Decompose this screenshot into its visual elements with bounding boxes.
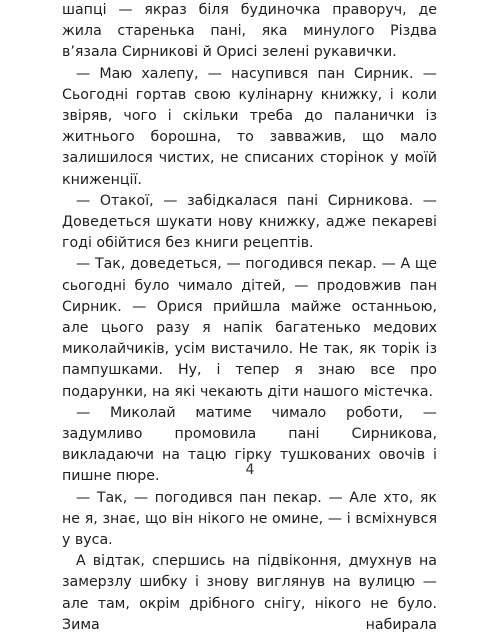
paragraph-4: — Так, доведеться, — погодився пекар. — А ще сьогодні було чимало дітей, — продовжив пан Сирник. — Орися прийшла майже останньою, але цього разу я напік багатенько медових миколайчиків, усім вистачило. Не так, як торік із пампушками. Ну, і тепер я знаю все про подарунки, на які чекають діти нашого містечка.: [62, 256, 437, 400]
body-text: [62, 0, 437, 636]
page-number: 4: [245, 462, 255, 478]
paragraph-1: шапці — якраз біля будиночка праворуч, де жила старенька пані, яка минулого Різдва в’язала Сирникові й Орисі зелені рукавички.: [62, 2, 437, 61]
paragraph-5: — Миколай матиме чимало роботи, — задумливо промовила пані Сирникова, викладаючи на тацю гірку тушкованих овочів і пишне пюре.: [62, 404, 437, 485]
paragraph-7: А відтак, спершись на підвіконня, дмухнув на замерзлу шибку і знову виглянув на вулицю — але там, окрім дрібного снігу, нікого не було. Зима набирала: [62, 553, 437, 633]
paragraph-2: — Маю халепу, — насупився пан Сирник. — Сьогодні гортав свою кулінарну книжку, і коли звіряв, чого і скільки треба до паланички із житнього борошна, то завважив, що мало залишилося чистих, не списаних сторінок у моїй книженції.: [62, 65, 437, 188]
paragraph-6: — Так, — погодився пан пекар. — Але хто, як не я, знає, що він нікого не омине, — і всміхнувся у вуса.: [62, 489, 437, 549]
paragraph-3: — Отакої, — забідкалася пані Сирникова. — Доведеться шукати нову книжку, адже пекареві годі обійтися без книги рецептів.: [62, 192, 437, 252]
